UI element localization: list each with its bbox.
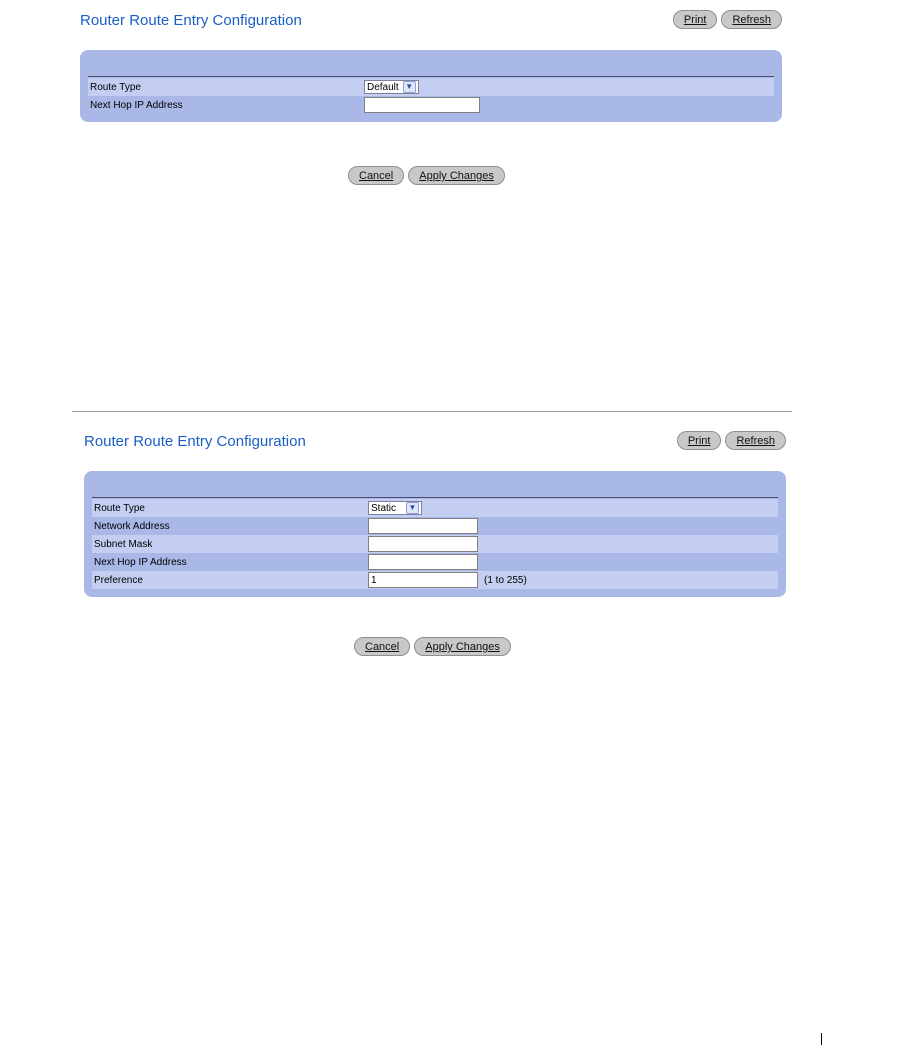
top-toolbar [673,431,786,450]
next-hop-label: Next Hop IP Address [94,556,187,568]
route-type-select[interactable] [368,501,422,515]
subnet-mask-input[interactable] [368,536,478,552]
form-row-preference [92,571,778,589]
top-toolbar [669,10,782,29]
page-title: Router Route Entry Configuration [84,433,306,450]
preference-input[interactable] [368,572,478,588]
route-type-selected: Static [371,502,397,514]
next-hop-input[interactable] [364,97,480,113]
form-actions [354,637,515,656]
cancel-button[interactable]: Cancel [354,637,410,656]
subnet-mask-label: Subnet Mask [94,538,153,550]
apply-changes-button[interactable]: Apply Changes [414,637,511,656]
form-row-network-address [92,517,778,535]
form-divider [92,497,778,498]
route-form [80,50,782,122]
page-margin-mark [821,1033,822,1045]
form-row-subnet-mask [92,535,778,553]
route-type-selected: Default [367,81,399,93]
network-address-label: Network Address [94,520,170,532]
chevron-down-icon[interactable]: ▼ [406,502,419,514]
next-hop-input[interactable] [368,554,478,570]
preference-label: Preference [94,574,143,586]
form-actions [348,166,509,185]
refresh-button[interactable]: Refresh [725,431,786,450]
page-title: Router Route Entry Configuration [80,12,302,29]
print-button[interactable]: Print [673,10,718,29]
print-button[interactable]: Print [677,431,722,450]
route-type-label: Route Type [90,81,141,93]
form-divider [88,76,774,77]
route-type-select[interactable] [364,80,419,94]
refresh-button[interactable]: Refresh [721,10,782,29]
preference-range-hint: (1 to 255) [484,574,527,586]
form-row-route-type [92,499,778,517]
chevron-down-icon[interactable]: ▼ [403,81,416,93]
cancel-button[interactable]: Cancel [348,166,404,185]
next-hop-label: Next Hop IP Address [90,99,183,111]
route-type-label: Route Type [94,502,145,514]
form-row-next-hop [88,96,774,114]
form-row-route-type [88,78,774,96]
apply-changes-button[interactable]: Apply Changes [408,166,505,185]
route-form [84,471,786,597]
section-divider [72,411,792,412]
form-row-next-hop [92,553,778,571]
network-address-input[interactable] [368,518,478,534]
